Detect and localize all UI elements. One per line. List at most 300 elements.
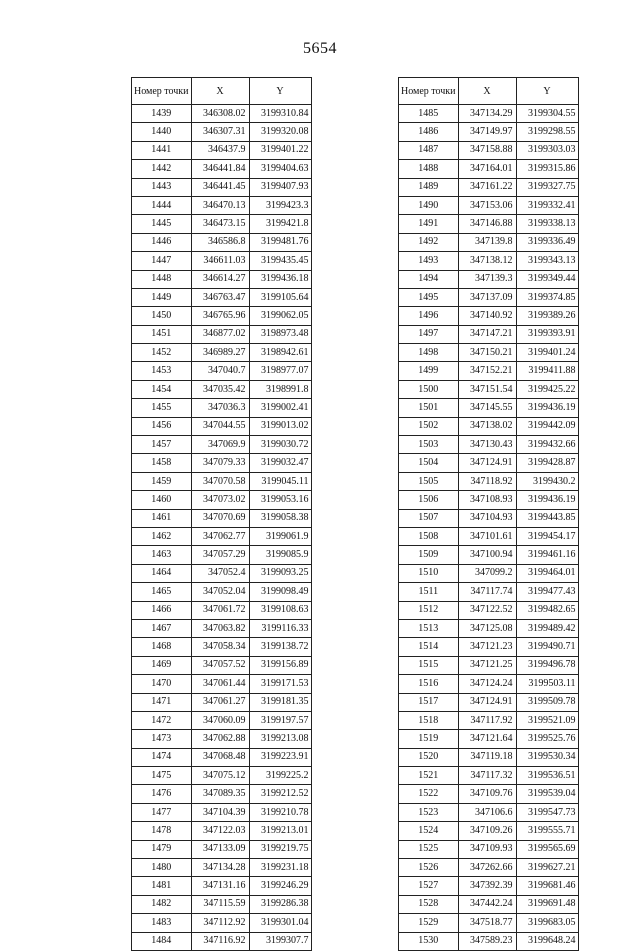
cell-y: 3199627.21 (516, 859, 578, 877)
page-number: 5654 (303, 40, 337, 57)
cell-x: 347158.88 (458, 141, 516, 159)
cell-x: 347052.04 (191, 583, 249, 601)
table-row (132, 748, 312, 766)
cell-point-number: 1440 (132, 123, 192, 141)
table-row (399, 601, 579, 619)
table-row (132, 178, 312, 196)
cell-point-number: 1476 (132, 785, 192, 803)
table-header-row (132, 78, 312, 105)
table-row (399, 105, 579, 123)
table-row (132, 252, 312, 270)
cell-point-number: 1525 (399, 840, 459, 858)
table-row (399, 325, 579, 343)
cell-y: 3199030.72 (249, 436, 311, 454)
cell-y: 3199432.66 (516, 436, 578, 454)
cell-point-number: 1489 (399, 178, 459, 196)
table-row (399, 564, 579, 582)
cell-point-number: 1487 (399, 141, 459, 159)
cell-point-number: 1504 (399, 454, 459, 472)
cell-x: 346473.15 (191, 215, 249, 233)
cell-y: 3199496.78 (516, 656, 578, 674)
cell-point-number: 1483 (132, 914, 192, 932)
table-row (132, 436, 312, 454)
cell-x: 347161.22 (458, 178, 516, 196)
cell-x: 347152.21 (458, 362, 516, 380)
table-row (132, 399, 312, 417)
header-y: Y (249, 78, 311, 105)
cell-point-number: 1529 (399, 914, 459, 932)
cell-point-number: 1471 (132, 693, 192, 711)
cell-y: 3199547.73 (516, 803, 578, 821)
cell-point-number: 1469 (132, 656, 192, 674)
cell-x: 347062.88 (191, 730, 249, 748)
cell-x: 347101.61 (458, 527, 516, 545)
cell-point-number: 1478 (132, 822, 192, 840)
cell-y: 3199219.75 (249, 840, 311, 858)
cell-x: 347518.77 (458, 914, 516, 932)
cell-point-number: 1527 (399, 877, 459, 895)
cell-x: 347100.94 (458, 546, 516, 564)
cell-point-number: 1493 (399, 252, 459, 270)
cell-y: 3199156.89 (249, 656, 311, 674)
table-row (132, 932, 312, 950)
cell-x: 347117.32 (458, 767, 516, 785)
cell-y: 3199320.08 (249, 123, 311, 141)
cell-x: 346989.27 (191, 344, 249, 362)
cell-x: 347150.21 (458, 344, 516, 362)
cell-x: 346441.84 (191, 160, 249, 178)
table-row (399, 859, 579, 877)
cell-y: 3199490.71 (516, 638, 578, 656)
table-row (399, 436, 579, 454)
cell-y: 3199509.78 (516, 693, 578, 711)
cell-point-number: 1492 (399, 233, 459, 251)
cell-x: 346441.45 (191, 178, 249, 196)
table-body-left (132, 105, 312, 951)
table-row (399, 619, 579, 637)
cell-point-number: 1446 (132, 233, 192, 251)
table-row (132, 675, 312, 693)
table-row (132, 656, 312, 674)
cell-y: 3199425.22 (516, 380, 578, 398)
cell-y: 3199061.9 (249, 527, 311, 545)
cell-point-number: 1447 (132, 252, 192, 270)
table-row (399, 215, 579, 233)
table-row (399, 196, 579, 214)
table-row (132, 362, 312, 380)
cell-x: 346611.03 (191, 252, 249, 270)
cell-x: 347062.77 (191, 527, 249, 545)
cell-x: 347140.92 (458, 307, 516, 325)
table-row (399, 932, 579, 950)
cell-x: 347109.76 (458, 785, 516, 803)
table-row (132, 822, 312, 840)
cell-y: 3199565.69 (516, 840, 578, 858)
cell-point-number: 1518 (399, 711, 459, 729)
table-row (132, 767, 312, 785)
table-row (132, 196, 312, 214)
cell-y: 3199349.44 (516, 270, 578, 288)
table-row (399, 233, 579, 251)
cell-x: 347145.55 (458, 399, 516, 417)
table-row (399, 656, 579, 674)
cell-y: 3199286.38 (249, 895, 311, 913)
cell-point-number: 1500 (399, 380, 459, 398)
cell-point-number: 1486 (399, 123, 459, 141)
cell-x: 347117.74 (458, 583, 516, 601)
cell-point-number: 1530 (399, 932, 459, 950)
cell-point-number: 1454 (132, 380, 192, 398)
cell-point-number: 1523 (399, 803, 459, 821)
cell-y: 3199098.49 (249, 583, 311, 601)
cell-point-number: 1464 (132, 564, 192, 582)
cell-point-number: 1443 (132, 178, 192, 196)
cell-y: 3199430.2 (516, 472, 578, 490)
cell-x: 347153.06 (458, 196, 516, 214)
cell-y: 3199315.86 (516, 160, 578, 178)
cell-x: 347089.35 (191, 785, 249, 803)
cell-y: 3199428.87 (516, 454, 578, 472)
table-row (399, 527, 579, 545)
cell-y: 3199404.63 (249, 160, 311, 178)
table-row (399, 748, 579, 766)
table-row (132, 785, 312, 803)
cell-point-number: 1522 (399, 785, 459, 803)
cell-y: 3199489.42 (516, 619, 578, 637)
cell-y: 3199536.51 (516, 767, 578, 785)
cell-y: 3199304.55 (516, 105, 578, 123)
table-row (132, 711, 312, 729)
cell-y: 3199482.65 (516, 601, 578, 619)
cell-y: 3199213.01 (249, 822, 311, 840)
cell-x: 346614.27 (191, 270, 249, 288)
cell-y: 3199032.47 (249, 454, 311, 472)
cell-y: 3199013.02 (249, 417, 311, 435)
cell-point-number: 1499 (399, 362, 459, 380)
cell-y: 3199332.41 (516, 196, 578, 214)
cell-point-number: 1514 (399, 638, 459, 656)
cell-point-number: 1445 (132, 215, 192, 233)
table-row (132, 840, 312, 858)
cell-x: 346877.02 (191, 325, 249, 343)
cell-y: 3199691.48 (516, 895, 578, 913)
cell-y: 3199481.76 (249, 233, 311, 251)
cell-point-number: 1456 (132, 417, 192, 435)
cell-point-number: 1463 (132, 546, 192, 564)
cell-y: 3199002.41 (249, 399, 311, 417)
cell-point-number: 1470 (132, 675, 192, 693)
cell-x: 347057.52 (191, 656, 249, 674)
cell-y: 3199181.35 (249, 693, 311, 711)
cell-point-number: 1441 (132, 141, 192, 159)
cell-point-number: 1449 (132, 288, 192, 306)
cell-point-number: 1502 (399, 417, 459, 435)
cell-point-number: 1519 (399, 730, 459, 748)
cell-x: 347151.54 (458, 380, 516, 398)
table-row (399, 840, 579, 858)
cell-y: 3199231.18 (249, 859, 311, 877)
table-row (399, 399, 579, 417)
cell-x: 347117.92 (458, 711, 516, 729)
cell-x: 347119.18 (458, 748, 516, 766)
cell-point-number: 1508 (399, 527, 459, 545)
cell-point-number: 1444 (132, 196, 192, 214)
cell-point-number: 1506 (399, 491, 459, 509)
coordinates-table-right (398, 77, 579, 951)
cell-y: 3199683.05 (516, 914, 578, 932)
cell-x: 347442.24 (458, 895, 516, 913)
table-row (132, 380, 312, 398)
table-body-right (399, 105, 579, 951)
header-x: X (458, 78, 516, 105)
cell-y: 3199108.63 (249, 601, 311, 619)
cell-point-number: 1477 (132, 803, 192, 821)
cell-point-number: 1524 (399, 822, 459, 840)
cell-y: 3199521.09 (516, 711, 578, 729)
cell-y: 3199336.49 (516, 233, 578, 251)
cell-y: 3199138.72 (249, 638, 311, 656)
cell-y: 3199085.9 (249, 546, 311, 564)
cell-point-number: 1442 (132, 160, 192, 178)
cell-point-number: 1479 (132, 840, 192, 858)
header-point-number: Номер точки (132, 78, 192, 105)
cell-x: 347125.08 (458, 619, 516, 637)
table-row (399, 785, 579, 803)
cell-y: 3199210.78 (249, 803, 311, 821)
cell-x: 347104.39 (191, 803, 249, 821)
cell-x: 347589.23 (458, 932, 516, 950)
table-row (132, 325, 312, 343)
cell-point-number: 1526 (399, 859, 459, 877)
table-row (132, 895, 312, 913)
cell-x: 347149.97 (458, 123, 516, 141)
cell-point-number: 1452 (132, 344, 192, 362)
cell-point-number: 1517 (399, 693, 459, 711)
cell-x: 347122.03 (191, 822, 249, 840)
cell-x: 347079.33 (191, 454, 249, 472)
cell-y: 3199421.8 (249, 215, 311, 233)
cell-point-number: 1495 (399, 288, 459, 306)
table-row (132, 638, 312, 656)
cell-y: 3199310.84 (249, 105, 311, 123)
cell-x: 346308.02 (191, 105, 249, 123)
cell-point-number: 1528 (399, 895, 459, 913)
cell-point-number: 1498 (399, 344, 459, 362)
table-row (399, 693, 579, 711)
table-row (399, 362, 579, 380)
cell-x: 347035.42 (191, 380, 249, 398)
table-row (399, 822, 579, 840)
cell-y: 3199246.29 (249, 877, 311, 895)
cell-x: 347124.91 (458, 454, 516, 472)
cell-y: 3198973.48 (249, 325, 311, 343)
cell-point-number: 1468 (132, 638, 192, 656)
cell-y: 3199338.13 (516, 215, 578, 233)
cell-point-number: 1450 (132, 307, 192, 325)
table-row (132, 730, 312, 748)
cell-y: 3198977.07 (249, 362, 311, 380)
table-row (399, 730, 579, 748)
table-row (399, 270, 579, 288)
cell-x: 347164.01 (458, 160, 516, 178)
cell-x: 347109.26 (458, 822, 516, 840)
cell-y: 3199423.3 (249, 196, 311, 214)
cell-x: 347061.27 (191, 693, 249, 711)
cell-point-number: 1490 (399, 196, 459, 214)
cell-point-number: 1512 (399, 601, 459, 619)
cell-y: 3199298.55 (516, 123, 578, 141)
coordinates-table-left (131, 77, 312, 951)
cell-y: 3199213.08 (249, 730, 311, 748)
cell-point-number: 1461 (132, 509, 192, 527)
table-row (132, 509, 312, 527)
cell-y: 3199327.75 (516, 178, 578, 196)
cell-y: 3199045.11 (249, 472, 311, 490)
cell-x: 347115.59 (191, 895, 249, 913)
cell-x: 346437.9 (191, 141, 249, 159)
table-row (399, 472, 579, 490)
cell-point-number: 1457 (132, 436, 192, 454)
cell-y: 3199436.18 (249, 270, 311, 288)
cell-point-number: 1482 (132, 895, 192, 913)
table-row (132, 123, 312, 141)
cell-y: 3199435.45 (249, 252, 311, 270)
cell-point-number: 1448 (132, 270, 192, 288)
cell-y: 3199407.93 (249, 178, 311, 196)
cell-y: 3199530.34 (516, 748, 578, 766)
cell-point-number: 1466 (132, 601, 192, 619)
table-row (399, 546, 579, 564)
table-row (132, 803, 312, 821)
cell-x: 347044.55 (191, 417, 249, 435)
table-row (132, 472, 312, 490)
cell-x: 347061.44 (191, 675, 249, 693)
cell-x: 347137.09 (458, 288, 516, 306)
cell-y: 3199539.04 (516, 785, 578, 803)
table-row (132, 417, 312, 435)
cell-x: 347118.92 (458, 472, 516, 490)
cell-point-number: 1439 (132, 105, 192, 123)
table-row (399, 160, 579, 178)
cell-x: 347121.64 (458, 730, 516, 748)
table-row (132, 454, 312, 472)
cell-y: 3199461.16 (516, 546, 578, 564)
cell-x: 347040.7 (191, 362, 249, 380)
cell-x: 346586.8 (191, 233, 249, 251)
table-row (399, 914, 579, 932)
cell-x: 347146.88 (458, 215, 516, 233)
cell-point-number: 1481 (132, 877, 192, 895)
table-row (399, 344, 579, 362)
cell-x: 347147.21 (458, 325, 516, 343)
cell-y: 3199443.85 (516, 509, 578, 527)
cell-point-number: 1459 (132, 472, 192, 490)
table-row (399, 380, 579, 398)
header-point-number: Номер точки (399, 78, 459, 105)
table-row (132, 160, 312, 178)
cell-point-number: 1496 (399, 307, 459, 325)
cell-y: 3199503.11 (516, 675, 578, 693)
table-row (399, 454, 579, 472)
cell-x: 347104.93 (458, 509, 516, 527)
cell-x: 347063.82 (191, 619, 249, 637)
cell-point-number: 1485 (399, 105, 459, 123)
cell-point-number: 1458 (132, 454, 192, 472)
cell-point-number: 1507 (399, 509, 459, 527)
table-row (132, 491, 312, 509)
cell-x: 347036.3 (191, 399, 249, 417)
cell-point-number: 1510 (399, 564, 459, 582)
cell-y: 3199197.57 (249, 711, 311, 729)
cell-y: 3199053.16 (249, 491, 311, 509)
cell-x: 347112.92 (191, 914, 249, 932)
table-row (399, 252, 579, 270)
table-row (132, 914, 312, 932)
cell-y: 3199223.91 (249, 748, 311, 766)
table-row (399, 509, 579, 527)
cell-y: 3199171.53 (249, 675, 311, 693)
cell-x: 346765.96 (191, 307, 249, 325)
table-row (132, 619, 312, 637)
cell-x: 347058.34 (191, 638, 249, 656)
table-row (399, 583, 579, 601)
cell-point-number: 1462 (132, 527, 192, 545)
cell-point-number: 1503 (399, 436, 459, 454)
cell-point-number: 1480 (132, 859, 192, 877)
cell-y: 3199212.52 (249, 785, 311, 803)
cell-x: 347134.29 (458, 105, 516, 123)
cell-y: 3199401.24 (516, 344, 578, 362)
cell-y: 3199105.64 (249, 288, 311, 306)
table-row (132, 233, 312, 251)
cell-x: 347124.91 (458, 693, 516, 711)
table-row (132, 105, 312, 123)
cell-point-number: 1488 (399, 160, 459, 178)
cell-x: 347124.24 (458, 675, 516, 693)
cell-y: 3199393.91 (516, 325, 578, 343)
table-row (132, 546, 312, 564)
table-row (132, 583, 312, 601)
cell-x: 347116.92 (191, 932, 249, 950)
cell-y: 3199477.43 (516, 583, 578, 601)
cell-point-number: 1465 (132, 583, 192, 601)
cell-y: 3199454.17 (516, 527, 578, 545)
cell-x: 347070.69 (191, 509, 249, 527)
cell-y: 3199307.7 (249, 932, 311, 950)
table-row (132, 288, 312, 306)
cell-x: 347138.12 (458, 252, 516, 270)
cell-y: 3199374.85 (516, 288, 578, 306)
table-row (132, 527, 312, 545)
cell-y: 3199436.19 (516, 491, 578, 509)
cell-x: 346763.47 (191, 288, 249, 306)
cell-point-number: 1451 (132, 325, 192, 343)
table-row (399, 675, 579, 693)
table-row (132, 307, 312, 325)
cell-y: 3199343.13 (516, 252, 578, 270)
cell-x: 347069.9 (191, 436, 249, 454)
table-row (399, 491, 579, 509)
table-row (132, 141, 312, 159)
cell-point-number: 1497 (399, 325, 459, 343)
cell-x: 347139.8 (458, 233, 516, 251)
cell-point-number: 1505 (399, 472, 459, 490)
table-row (399, 141, 579, 159)
cell-x: 347061.72 (191, 601, 249, 619)
cell-point-number: 1501 (399, 399, 459, 417)
cell-point-number: 1484 (132, 932, 192, 950)
table-header-row (399, 78, 579, 105)
